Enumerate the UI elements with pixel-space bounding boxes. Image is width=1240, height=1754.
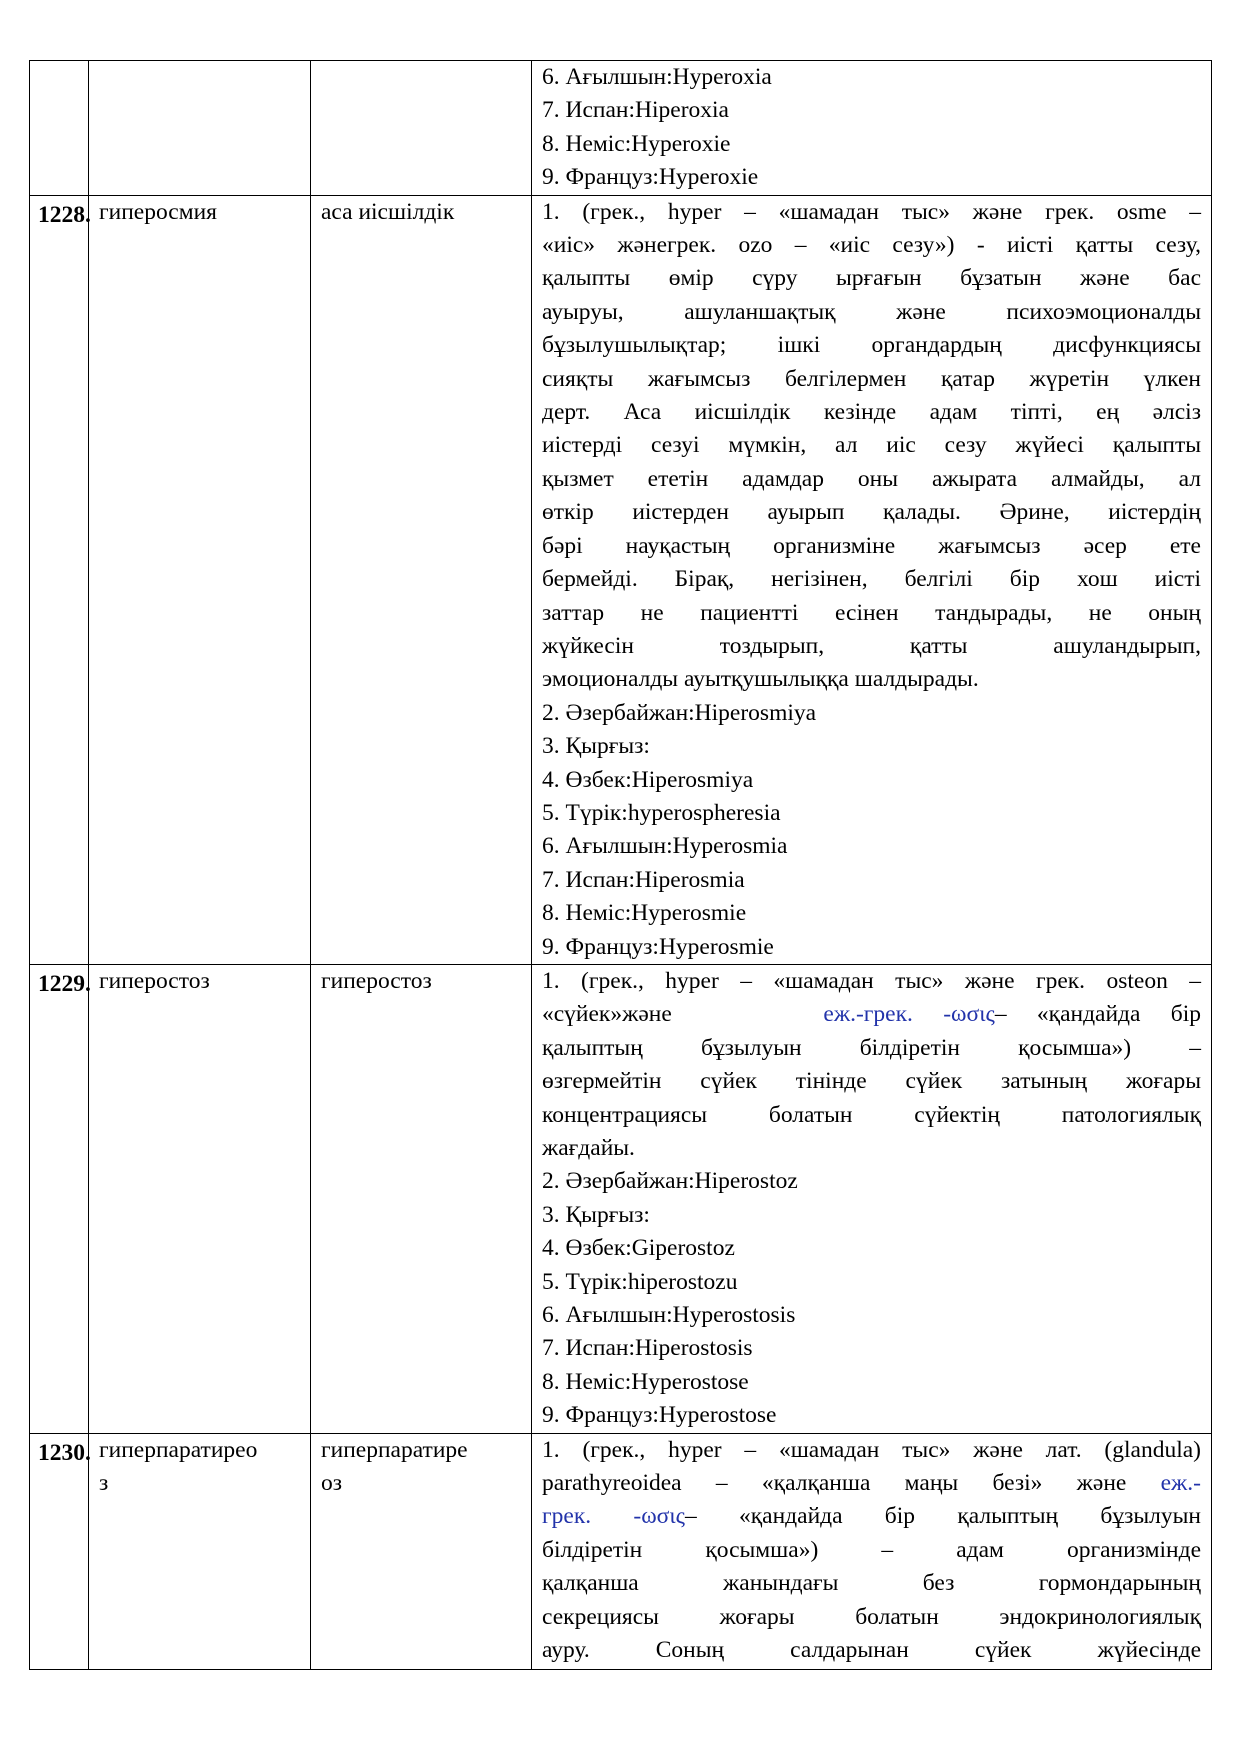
translation-line: 7. Испан:Hiperoxia [542,97,729,124]
translation-line: 3. Қырғыз: [542,1201,650,1228]
translation-line: 4. Өзбек:Hiperosmiya [542,766,754,793]
definition-line: 1. (грек., hyper – «шамадан тыс» және грек. osme – [542,198,1201,225]
definition-line: қызмет ететін адамдар оны ажырата алмайды, ал [542,465,1201,492]
definition-line: заттар не пациентті есінен тандырады, не оның [542,599,1201,626]
definition-line: білдіретін қосымша») – адам организмінде [542,1536,1201,1563]
term-russian: гиперпаратирео з [89,1433,311,1669]
definition-line: дерт. Аса иісшілдік кезінде адам тіпті, ең әлсіз [542,399,1201,426]
translation-line: 2. Әзербайжан:Hiperosmiya [542,699,817,726]
entry-number: 1230. [30,1433,89,1669]
definition-line: қалыптың бұзылуын білдіретін қосымша») – [542,1034,1201,1061]
definition-line: ауыруы, ашуланшақтық және психоэмоционалды [542,298,1201,325]
term-kazakh: гиперостоз [311,964,532,1433]
definition-line: 1. (грек., hyper – «шамадан тыс» және грек. osteon – [542,967,1201,994]
entry-number: 1228. [30,195,89,964]
definition-line: 1. (грек., hyper – «шамадан тыс» және лат. (glandula) [542,1436,1201,1463]
definition-line: ауру. Соның салдарынан сүйек жүйесінде [542,1637,1201,1664]
table-row [30,964,1212,1433]
definition-cell [532,195,1212,964]
translation-line: 5. Түрік:hiperostozu [542,1268,738,1295]
definition-line: бұзылушылықтар; ішкі органдардың дисфункциясы [542,332,1201,359]
definition-line: жүйкесін тоздырып, қатты ашуландырып, [542,632,1201,659]
translation-line: 6. Ағылшын:Hyperoxia [542,64,772,90]
definition-line: жағдайы. [542,1135,635,1161]
dictionary-table [29,60,1212,1670]
definition-line: иістерді сезуі мүмкін, ал иіс сезу жүйесі қалыпты [542,432,1201,459]
definition-line: концентрациясы болатын сүйектің патологиялық [542,1101,1201,1128]
etymology-link: еж.-грек. -ωσις [823,1001,995,1028]
translation-line: 8. Неміс:Hyperostose [542,1368,749,1395]
definition-cell [532,964,1212,1433]
translation-line: 8. Неміс:Hyperosmie [542,900,747,927]
definition-line: өзгермейтін сүйек тінінде сүйек затының жоғары [542,1068,1201,1095]
entry-number [30,61,89,196]
translation-line: 7. Испан:Hiperosmia [542,866,745,893]
translation-line: 9. Француз:Hyperosmie [542,933,774,960]
term-russian [89,61,311,196]
definition-line: эмоционалды ауытқушылыққа шалдырады. [542,666,979,693]
translation-line: 7. Испан:Hiperostosis [542,1335,753,1362]
term-russian: гиперостоз [89,964,311,1433]
definition-line: бермейді. Бірақ, негізінен, белгілі бір хош иісті [542,566,1201,593]
definition-line: қалыпты өмір сүру ырғағын бұзатын және бас [542,265,1201,292]
term-russian: гиперосмия [89,195,311,964]
definition-line: қалқанша жанындағы без гормондарының [542,1570,1201,1597]
definition-line: грек. -ωσις– «қандайда бір қалыптың бұзылуын [542,1503,1201,1530]
etymology-link: грек. -ωσις [542,1503,685,1530]
translation-line: 2. Әзербайжан:Hiperostoz [542,1168,798,1195]
definition-line: «сүйек»және еж.-грек. -ωσις– «қандайда бір [542,1001,1201,1028]
definition-line: өткір иістерден ауырып қалады. Әрине, иістердің [542,499,1201,526]
term-kazakh [311,61,532,196]
definition-line: parathyreoidea – «қалқанша маңы безі» және еж.- [542,1470,1201,1497]
definition-line: бәрі науқастың организміне жағымсыз әсер ете [542,532,1201,559]
definition-line: сияқты жағымсыз белгілермен қатар жүретін үлкен [542,365,1201,392]
table-row [30,1433,1212,1669]
definition-line: «иіс» жәнегрек. ozo – «иіс сезу») - иісті қатты сезу, [542,232,1201,259]
translation-line: 6. Ағылшын:Hyperostosis [542,1302,796,1329]
definition-cell [532,1433,1212,1669]
entry-number: 1229. [30,964,89,1433]
etymology-link: еж.- [1160,1470,1201,1497]
table-row [30,61,1212,196]
translation-line: 4. Өзбек:Giperostoz [542,1235,735,1262]
translation-line: 8. Неміс:Hyperoxie [542,130,731,157]
definition-line: секрециясы жоғары болатын эндокринологиялық [542,1603,1201,1630]
term-kazakh: гиперпаратире оз [311,1433,532,1669]
translation-line: 3. Қырғыз: [542,733,650,760]
table-row [30,195,1212,964]
translation-line: 9. Француз:Hyperoxie [542,164,759,191]
translation-line: 5. Түрік:hyperospheresia [542,799,781,826]
translation-line: 9. Француз:Hyperostose [542,1402,777,1429]
definition-cell [532,61,1212,196]
term-kazakh: аса иісшілдік [311,195,532,964]
translation-line: 6. Ағылшын:Hyperosmia [542,833,788,860]
